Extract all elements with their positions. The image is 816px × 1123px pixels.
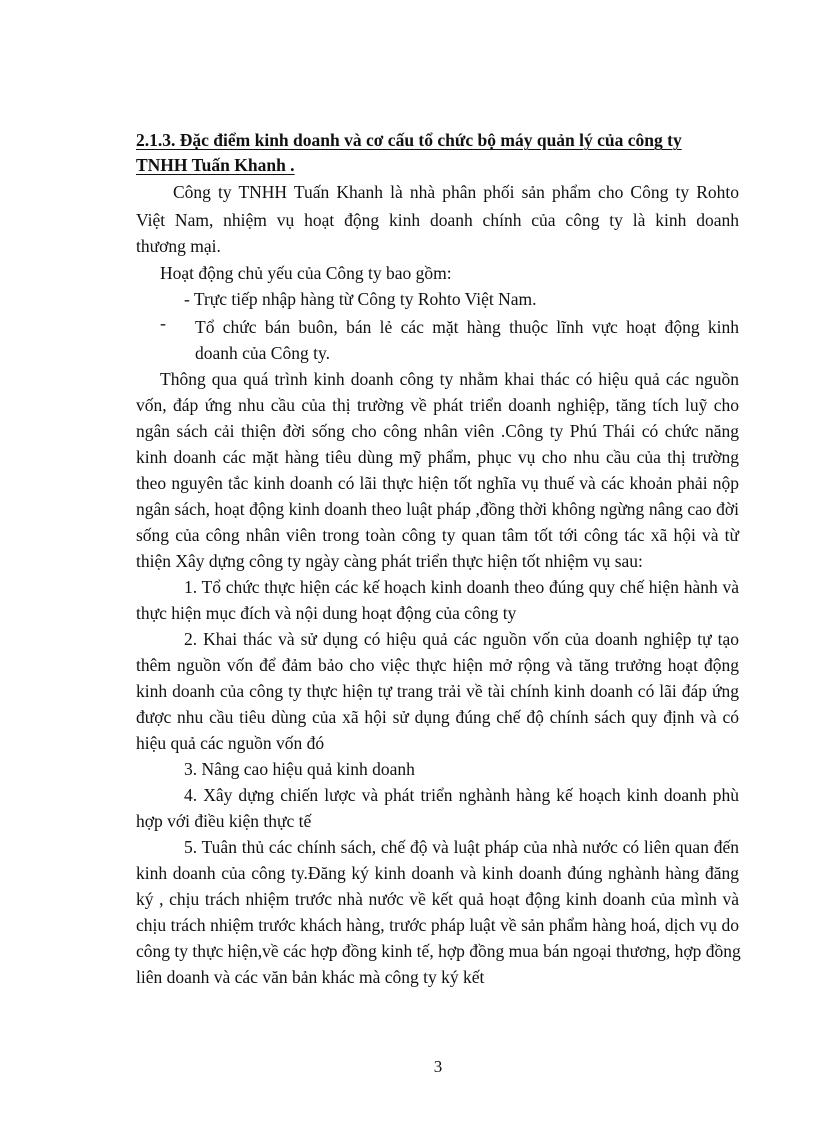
task-2-line-2: thêm nguồn vốn để đảm bảo cho việc thực hiện mở rộng và tăng trưởng hoạt động bbox=[136, 655, 739, 675]
task-4-line-1: 4. Xây dựng chiến lược và phát triển nghành hàng kế hoạch kinh doanh phù bbox=[184, 785, 739, 805]
section-heading-line-1: 2.1.3. Đặc điểm kinh doanh và cơ cấu tổ chức bộ máy quản lý của công ty bbox=[136, 130, 682, 150]
activity-bullet: - bbox=[160, 313, 166, 333]
activity-item-2-line-1: Tổ chức bán buôn, bán lẻ các mặt hàng thuộc lĩnh vực hoạt động kinh bbox=[195, 317, 739, 337]
task-5-line-2: kinh doanh của công ty.Đăng ký kinh doanh và kinh doanh đúng nghành hàng đăng bbox=[136, 863, 739, 883]
activity-item-2-line-2: doanh của Công ty. bbox=[195, 343, 330, 363]
paragraph-2-line-2: vốn, đáp ứng nhu cầu của thị trường về phát triển doanh nghiệp, tăng tích luỹ cho bbox=[136, 395, 739, 415]
activities-title: Hoạt động chủ yếu của Công ty bao gồm: bbox=[160, 263, 452, 283]
paragraph-2-line-4: kinh doanh các mặt hàng tiêu dùng mỹ phẩm, phục vụ cho nhu cầu của thị trường bbox=[136, 447, 739, 467]
paragraph-2-line-8: thiện Xây dựng công ty ngày càng phát triển thực hiện tốt nhiệm vụ sau: bbox=[136, 551, 643, 571]
task-2-line-5: hiệu quả các nguồn vốn đó bbox=[136, 733, 325, 753]
intro-line-1: Công ty TNHH Tuấn Khanh là nhà phân phối sản phẩm cho Công ty Rohto bbox=[173, 182, 739, 202]
task-4-line-2: hợp với điều kiện thực tế bbox=[136, 811, 312, 831]
task-5-line-1: 5. Tuân thủ các chính sách, chế độ và luật pháp của nhà nước có liên quan đến bbox=[184, 837, 739, 857]
task-1-line-2: thực hiện mục đích và nội dung hoạt động của công ty bbox=[136, 603, 517, 623]
task-5-line-5: công ty thực hiện,về các hợp đồng kinh tế, hợp đồng mua bán ngoại thương, hợp đồng bbox=[136, 941, 741, 961]
paragraph-2-line-5: theo nguyên tắc kinh doanh có lãi thực hiện tốt nghĩa vụ thuế và các khoản phải nộp bbox=[136, 473, 739, 493]
intro-line-3: thương mại. bbox=[136, 236, 221, 256]
paragraph-2-line-3: ngân sách cải thiện đời sống cho công nhân viên .Công ty Phú Thái có chức năng bbox=[136, 421, 739, 441]
activity-item-1: - Trực tiếp nhập hàng từ Công ty Rohto Việt Nam. bbox=[184, 289, 537, 309]
task-2-line-3: kinh doanh của công ty thực hiện tự trang trải về tài chính kinh doanh có lãi đáp ứng bbox=[136, 681, 739, 701]
paragraph-2-line-1: Thông qua quá trình kinh doanh công ty nhằm khai thác có hiệu quả các nguồn bbox=[160, 369, 739, 389]
task-1-line-1: 1. Tổ chức thực hiện các kế hoạch kinh doanh theo đúng quy chế hiện hành và bbox=[184, 577, 739, 597]
paragraph-2-line-7: sống của công nhân viên trong toàn công ty quan tâm tốt tới công tác xã hội và từ bbox=[136, 525, 739, 545]
task-5-line-6: liên doanh và các văn bản khác mà công ty ký kết bbox=[136, 967, 485, 987]
paragraph-2-line-6: ngân sách, hoạt động kinh doanh theo luật pháp ,đồng thời không ngừng nâng cao đời bbox=[136, 499, 739, 519]
page-number: 3 bbox=[433, 1057, 443, 1076]
task-3-line-1: 3. Nâng cao hiệu quả kinh doanh bbox=[184, 759, 415, 779]
task-2-line-4: được nhu cầu tiêu dùng của xã hội sử dụng đúng chế độ chính sách quy định và có bbox=[136, 707, 739, 727]
intro-line-2: Việt Nam, nhiệm vụ hoạt động kinh doanh chính của công ty là kinh doanh bbox=[136, 210, 739, 230]
section-heading-line-2: TNHH Tuấn Khanh . bbox=[136, 155, 295, 175]
task-2-line-1: 2. Khai thác và sử dụng có hiệu quả các nguồn vốn của doanh nghiệp tự tạo bbox=[184, 629, 739, 649]
task-5-line-3: ký , chịu trách nhiệm trước nhà nước về kết quả hoạt động kinh doanh của mình và bbox=[136, 889, 739, 909]
task-5-line-4: chịu trách nhiệm trước khách hàng, trước pháp luật về sản phẩm hàng hoá, dịch vụ do bbox=[136, 915, 739, 935]
